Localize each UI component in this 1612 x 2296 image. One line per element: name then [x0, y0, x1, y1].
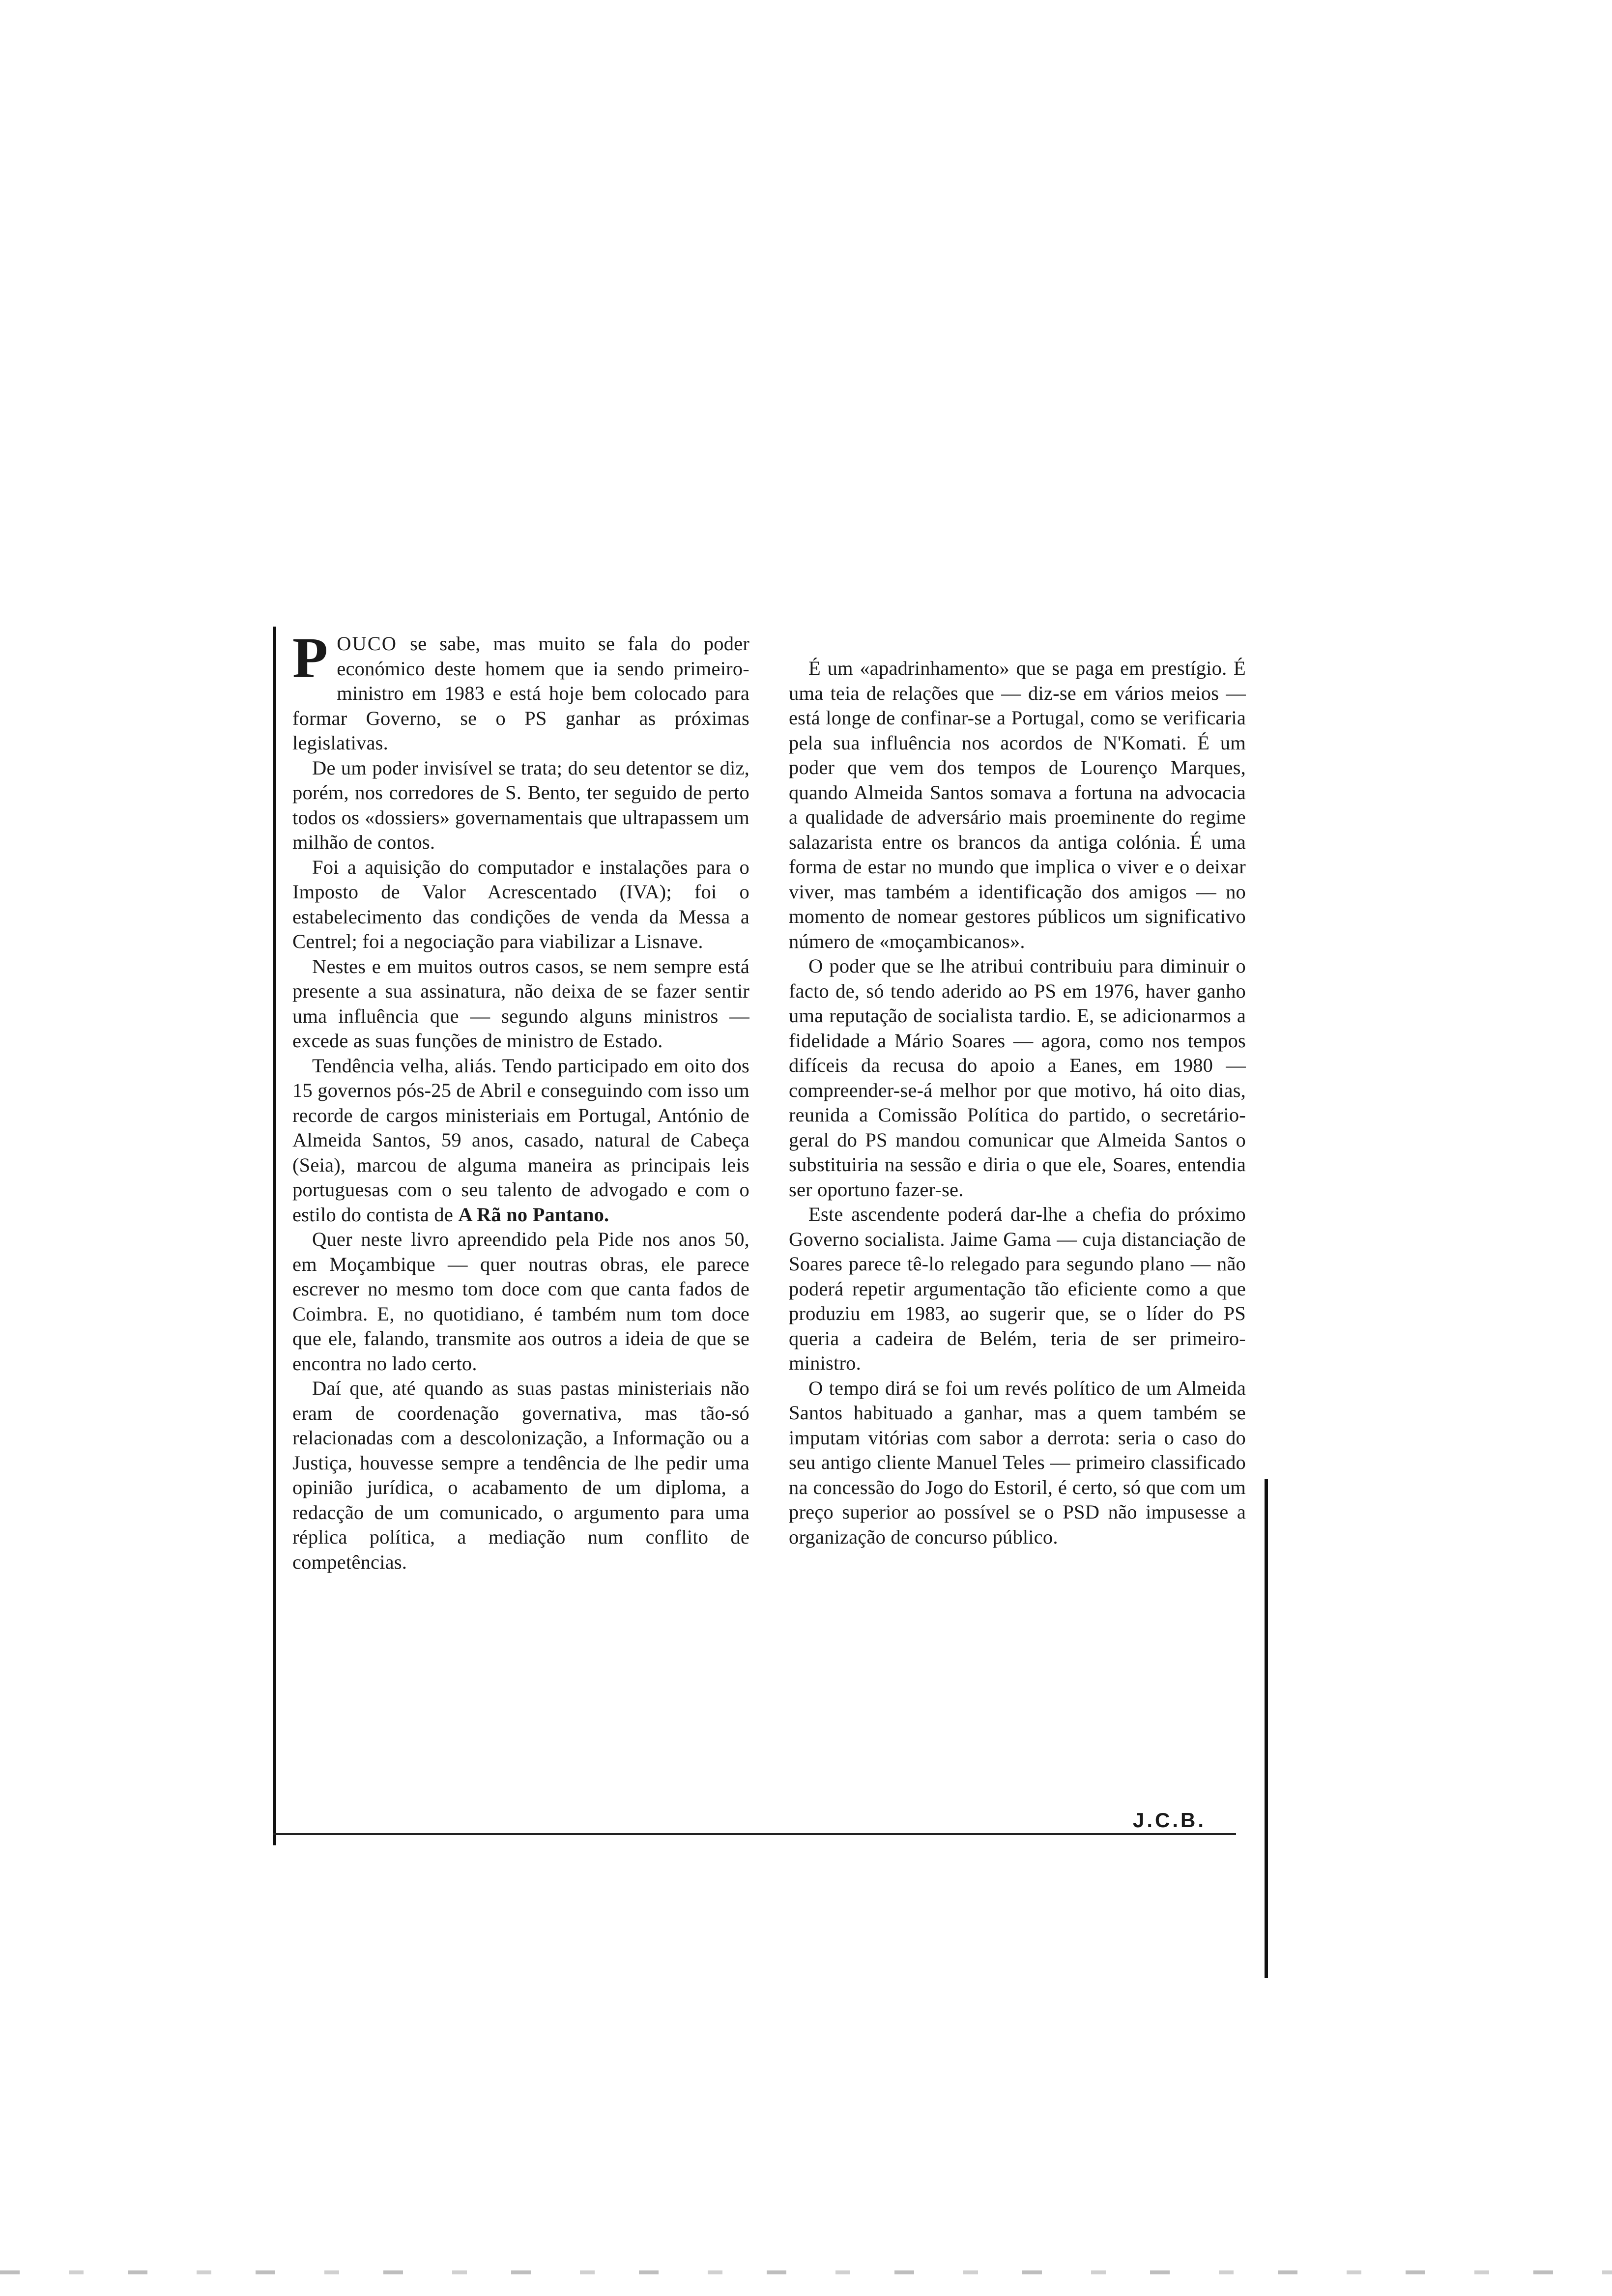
column-rule-right	[1265, 1479, 1268, 1978]
article-paragraph: É um «apadrinhamento» que se paga em prestígio. É uma teia de relações que — diz-se em vários meios — está longe de confinar-se a Portugal, como se verificaria pela sua influência nos acordos de N'Komati. É um poder que vem dos tempos de Lourenço Marques, quando Almeida Santos somava a fortuna na advocacia a qualidade de adversário mais proeminente do regime salazarista entre os brancos da antiga colónia. É uma forma de estar no mundo que implica o viver e o deixar viver, mas também a identificação dos amigos — no momento de nomear gestores públicos um significativo número de «moçambicanos».	[789, 657, 1246, 952]
article-paragraph: Nestes e em muitos outros casos, se nem sempre está presente a sua assinatura, não deixa de se fazer sentir uma influência que — segundo alguns ministros — excede as suas funções de ministro de Estado.	[292, 955, 749, 1052]
article-paragraph: Quer neste livro apreendido pela Pide nos anos 50, em Moçambique — quer noutras obras, ele parece escrever no mesmo tom doce com que canta fados de Coimbra. E, no quotidiano, é também num tom doce que ele, falando, transmite aos outros a ideia de que se encontra no lado certo.	[292, 1228, 749, 1375]
paragraph-text: se sabe, mas muito se fala do poder económico deste homem que ia sendo primeiro-ministro em 1983 e está hoje bem colocado para formar Governo, se o PS ganhar as próximas legislativas.	[292, 632, 750, 754]
newspaper-clipping	[273, 627, 1270, 1840]
article-paragraph: Foi a aquisição do computador e instalações para o Imposto de Valor Acrescentado (IVA); foi o estabelecimento das condições de venda da Messa a Centrel; foi a negociação para viabilizar a Lisnave.	[292, 856, 749, 952]
article-paragraph: De um poder invisível se trata; do seu detentor se diz, porém, nos corredores de S. Bento, ter seguido de perto todos os «dossiers» governamentais que ultrapassem um milhão de contos.	[292, 756, 749, 853]
drop-cap: P	[292, 626, 328, 690]
author-signature: J.C.B.	[1133, 1808, 1207, 1832]
article-column-left	[292, 626, 750, 1575]
article-paragraph: O tempo dirá se foi um revés político de um Almeida Santos habituado a ganhar, mas a quem também se imputam vitórias com sabor a derrota: seria o caso do seu antigo cliente Manuel Teles — primeiro classificado na concessão do Jogo do Estoril, é certo, só que com um preço superior ao possível se o PSD não impusesse a organização de concurso público.	[789, 1377, 1246, 1548]
article-paragraph: O poder que se lhe atribui contribuiu para diminuir o facto de, só tendo aderido ao PS em 1976, haver ganho uma reputação de socialista tardio. E, se adicionarmos a fidelidade a Mário Soares — agora, como nos tempos difíceis da recusa do apoio a Eanes, em 1980 — compreender-se-á melhor por que motivo, há oito dias, reunida a Comissão Política do partido, o secretário-geral do PS mandou comunicar que Almeida Santos o substituiria na sessão e diria o que ele, Soares, entendia ser oportuno fazer-se.	[789, 955, 1246, 1201]
scan-noise-strip	[0, 2270, 1612, 2274]
book-title: A Rã no Pantano.	[458, 1203, 609, 1226]
column-rule-left	[273, 627, 276, 1845]
article-paragraph: Este ascendente poderá dar-lhe a chefia do próximo Governo socialista. Jaime Gama — cuja distanciação de Soares parece tê-lo relegado para segundo plano — não poderá repetir argumentação tão eficiente como a que produziu em 1983, ao sugerir que, se o líder do PS queria a cadeira de Belém, teria de ser primeiro-ministro.	[789, 1203, 1246, 1374]
bottom-rule	[273, 1833, 1236, 1835]
article-paragraph	[292, 1054, 749, 1228]
paragraph-text: Tendência velha, aliás. Tendo participado em oito dos 15 governos pós-25 de Abril e conseguindo com isso um recorde de cargos ministeriais em Portugal, António de Almeida Santos, 59 anos, casado, natural de Cabeça (Seia), marcou de alguma maneira as principais leis portuguesas com o seu talento de advogado e com o estilo do contista de	[292, 1054, 749, 1226]
article-paragraph	[292, 626, 750, 756]
lead-word: OUCO	[337, 632, 398, 655]
article-column-right	[789, 656, 1246, 1550]
article-paragraph: Daí que, até quando as suas pastas ministeriais não eram de coordenação governativa, mas tão-só relacionadas com a descolonização, a Informação ou a Justiça, houvesse sempre a tendência de lhe pedir uma opinião jurídica, o acabamento de um diploma, a redacção de um comunicado, o argumento para uma réplica política, a mediação num conflito de competências.	[292, 1377, 749, 1573]
